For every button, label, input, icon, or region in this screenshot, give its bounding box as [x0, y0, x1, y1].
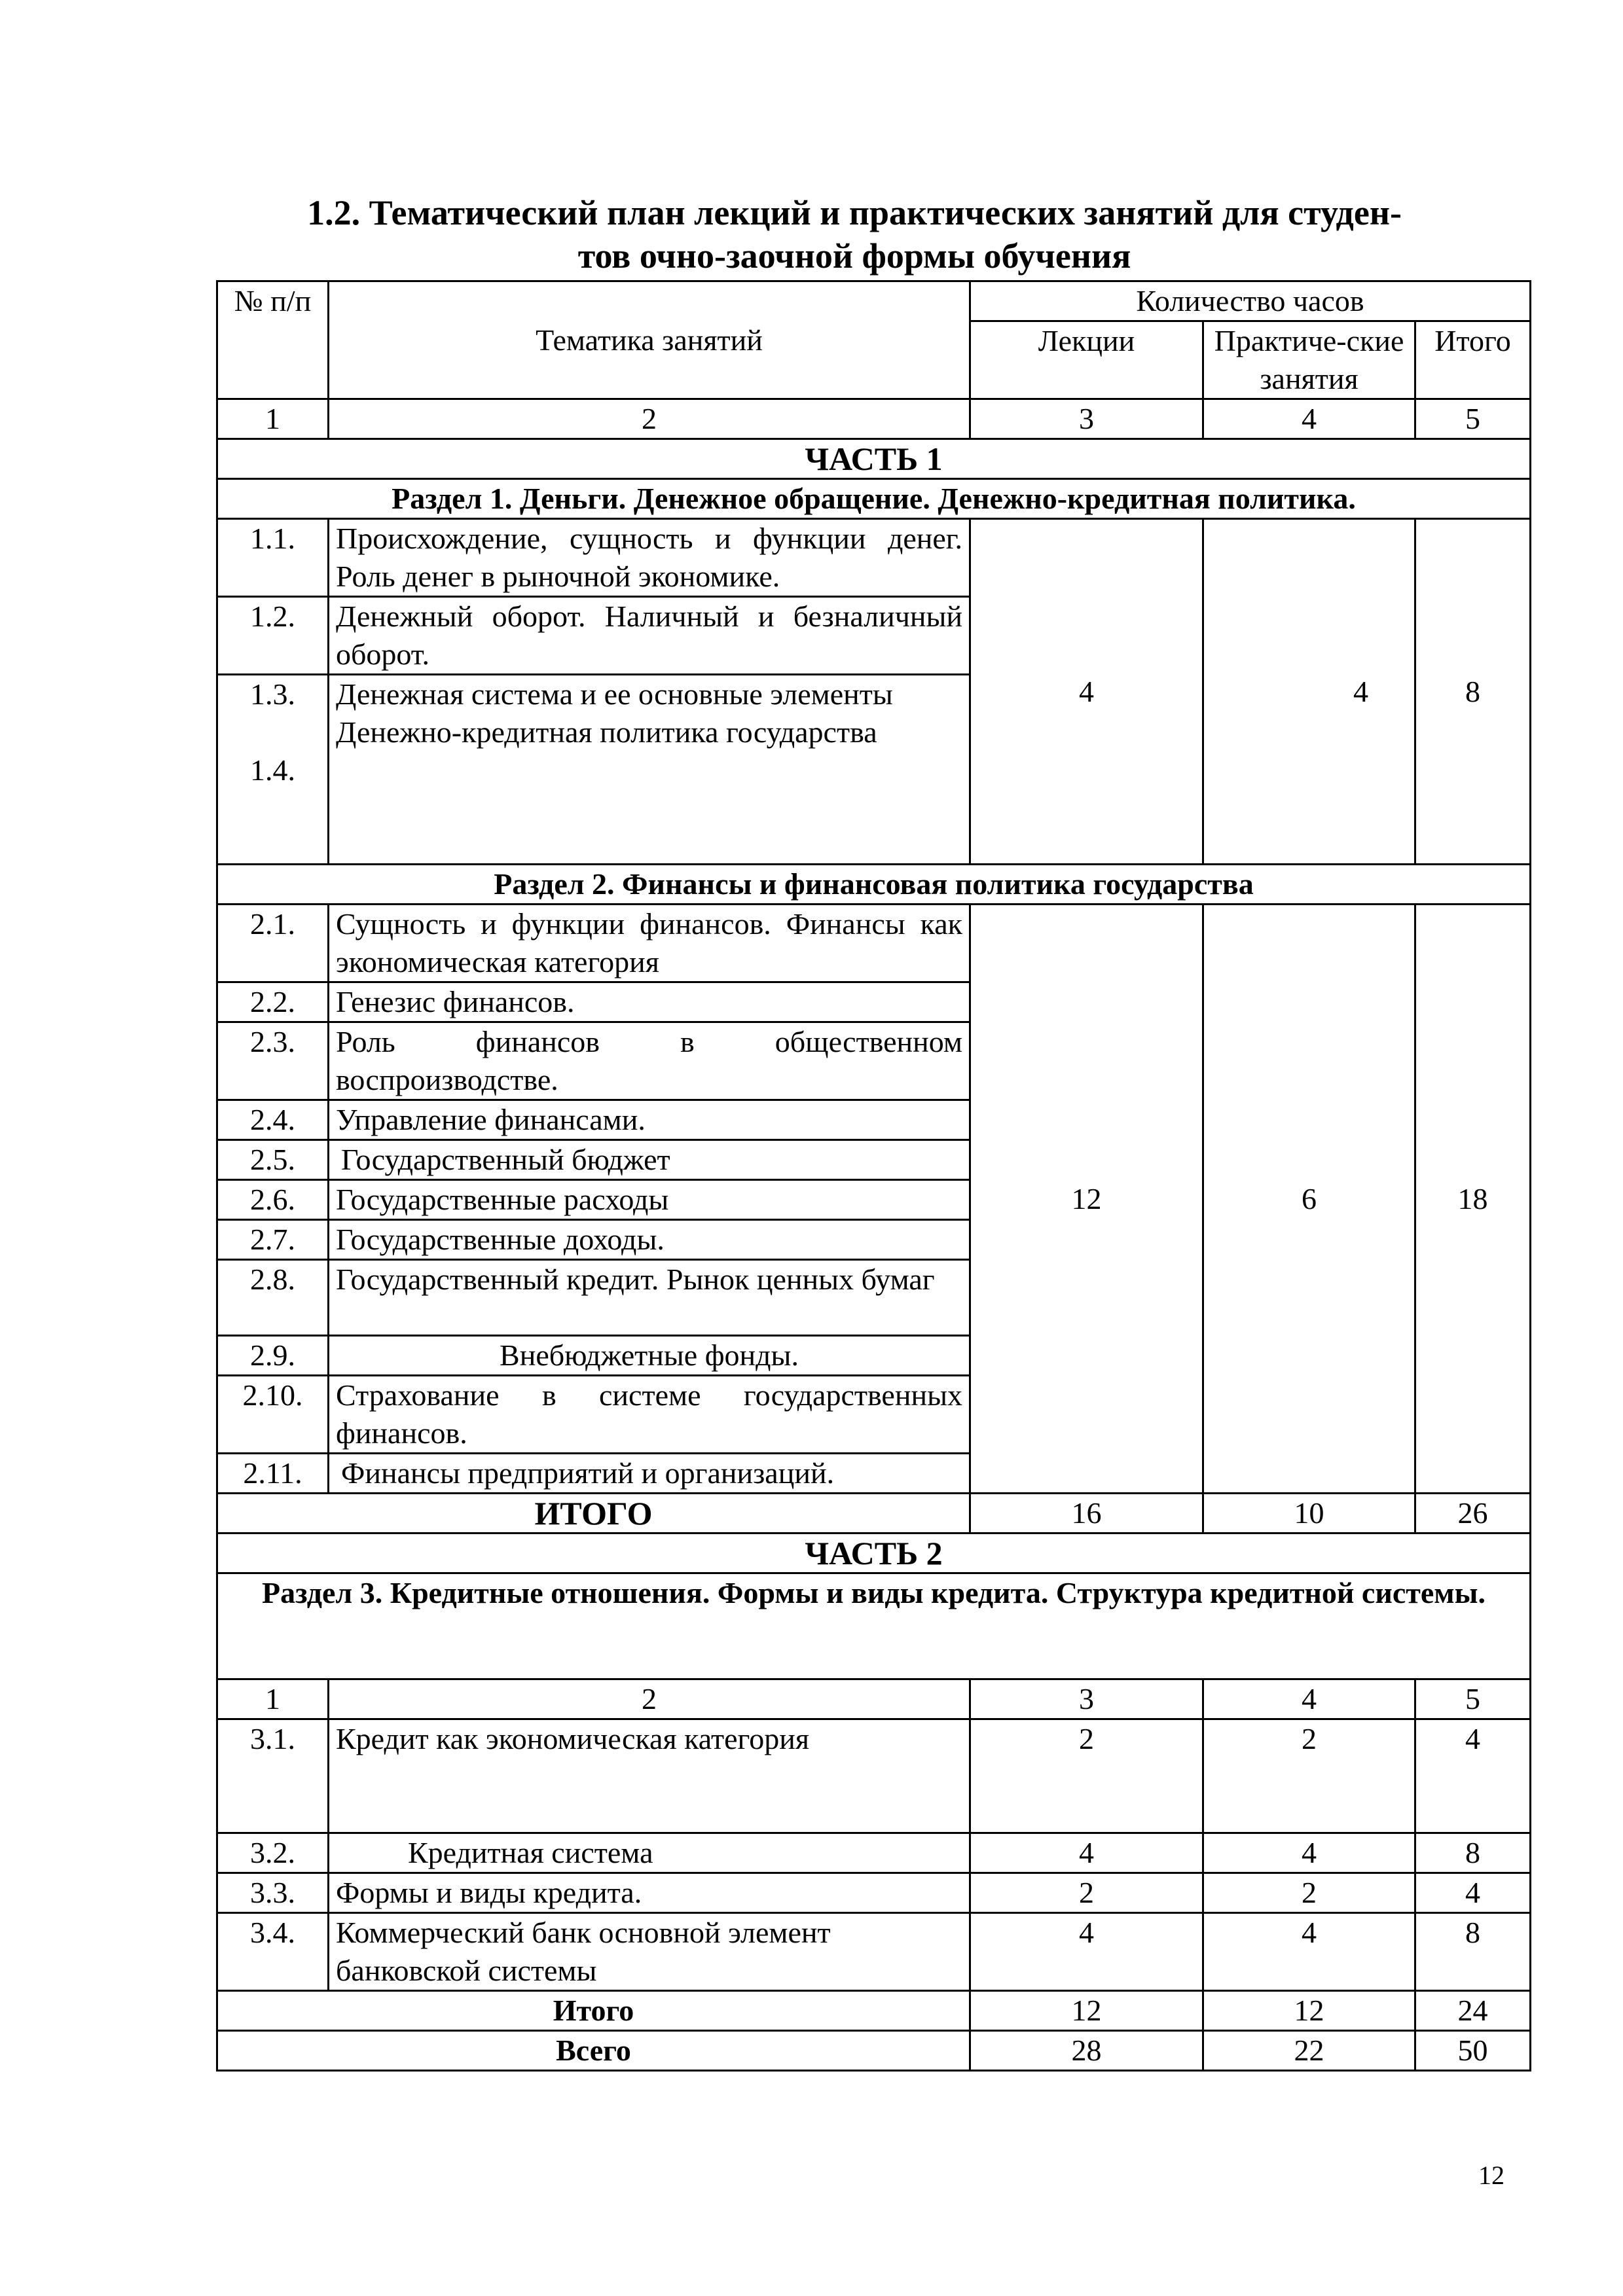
col-number: 4 — [1203, 1679, 1415, 1719]
col-number: 5 — [1415, 399, 1531, 439]
row-topic: Финансы предприятий и организаций. — [329, 1454, 970, 1494]
row-topic: Государственные доходы. — [329, 1220, 970, 1260]
row-num: 2.1. — [217, 905, 329, 982]
grand-total-label: Всего — [217, 2031, 970, 2071]
table-row — [217, 519, 1531, 597]
row-num: 2.5. — [217, 1140, 329, 1180]
row-num: 1.4. — [250, 753, 295, 787]
row-total: 8 — [1415, 1913, 1531, 1991]
row-practice: 4 — [1203, 1833, 1415, 1873]
row-topic: Кредит как экономическая категория — [329, 1719, 970, 1833]
row-num: 3.2. — [217, 1833, 329, 1873]
col-number: 4 — [1203, 399, 1415, 439]
row-num: 2.2. — [217, 982, 329, 1022]
row-num: 3.4. — [217, 1913, 329, 1991]
row-num: 2.7. — [217, 1220, 329, 1260]
row-topic: Страхование в системе государственных финансов. — [329, 1376, 970, 1454]
section-2-row — [217, 865, 1531, 905]
row-practice: 2 — [1203, 1719, 1415, 1833]
row-num: 2.4. — [217, 1100, 329, 1140]
row-practice: 4 — [1203, 1913, 1415, 1991]
row-topic: Денежно-кредитная политика государства — [336, 715, 877, 749]
col-number: 2 — [329, 1679, 970, 1719]
row-num: 2.10. — [217, 1376, 329, 1454]
row-total: 4 — [1415, 1719, 1531, 1833]
section-3-title: Раздел 3. Кредитные отношения. Формы и виды кредита. Структура кредитной системы. — [217, 1573, 1531, 1679]
page-number: 12 — [1478, 2161, 1504, 2190]
row-num: 2.11. — [217, 1454, 329, 1494]
header-total: Итого — [1415, 321, 1531, 399]
row-num: 1.3. — [250, 677, 295, 711]
col-number: 5 — [1415, 1679, 1531, 1719]
table-row — [217, 1833, 1531, 1873]
row-topic: Денежный оборот. Наличный и безналичный оборот. — [329, 597, 970, 675]
part-1-total-row — [217, 1494, 1531, 1534]
column-numbers-row — [217, 1679, 1531, 1719]
part-2-total-row — [217, 1991, 1531, 2031]
grand-total-total: 50 — [1415, 2031, 1531, 2071]
title-line-1: 1.2. Тематический план лекций и практических занятий для студен- — [307, 193, 1402, 232]
row-practice: 2 — [1203, 1873, 1415, 1913]
part-2-total-lectures: 12 — [970, 1991, 1203, 2031]
part-1-total-total: 26 — [1415, 1494, 1531, 1534]
col-number: 1 — [217, 399, 329, 439]
col-number: 2 — [329, 399, 970, 439]
row-topic: Генезис финансов. — [329, 982, 970, 1022]
section-1-row — [217, 479, 1531, 519]
row-lectures: 4 — [970, 1913, 1203, 1991]
column-numbers-row — [217, 399, 1531, 439]
col-number: 3 — [970, 1679, 1203, 1719]
row-num-group — [217, 675, 329, 865]
grand-total-lectures: 28 — [970, 2031, 1203, 2071]
row-num: 3.3. — [217, 1873, 329, 1913]
grand-total-practice: 22 — [1203, 2031, 1415, 2071]
section-2-total: 18 — [1415, 905, 1531, 1494]
row-total: 4 — [1415, 1873, 1531, 1913]
table-row — [217, 1719, 1531, 1833]
part-2-total-practice: 12 — [1203, 1991, 1415, 2031]
section-1-lectures: 4 — [970, 519, 1203, 865]
part-2-total-label: Итого — [217, 1991, 970, 2031]
header-topic: Тематика занятий — [329, 281, 970, 399]
grand-total-row — [217, 2031, 1531, 2071]
part-1-title: ЧАСТЬ 1 — [217, 439, 1531, 479]
part-2-total-total: 24 — [1415, 1991, 1531, 2031]
row-num: 2.8. — [217, 1260, 329, 1336]
row-topic: Формы и виды кредита. — [329, 1873, 970, 1913]
table-row — [217, 1873, 1531, 1913]
section-1-practice: 4 — [1203, 519, 1415, 865]
title-line-2: тов очно-заочной формы обучения — [577, 236, 1131, 276]
header-hours: Количество часов — [970, 281, 1531, 321]
row-num: 1.2. — [217, 597, 329, 675]
row-topic: Сущность и функции финансов. Финансы как экономическая категория — [329, 905, 970, 982]
header-lectures: Лекции — [970, 321, 1203, 399]
row-lectures: 2 — [970, 1719, 1203, 1833]
row-topic: Кредитная система — [329, 1833, 970, 1873]
part-2-title: ЧАСТЬ 2 — [217, 1534, 1531, 1573]
row-topic: Государственный кредит. Рынок ценных бумаг — [329, 1260, 970, 1336]
row-num: 1.1. — [217, 519, 329, 597]
row-num: 3.1. — [217, 1719, 329, 1833]
part-2-row — [217, 1534, 1531, 1573]
row-lectures: 4 — [970, 1833, 1203, 1873]
table-row — [217, 1913, 1531, 1991]
row-topic: Внебюджетные фонды. — [329, 1336, 970, 1376]
header-num: № п/п — [217, 281, 329, 399]
section-3-row — [217, 1573, 1531, 1679]
section-2-title: Раздел 2. Финансы и финансовая политика государства — [217, 865, 1531, 905]
header-practice: Практиче-ские занятия — [1203, 321, 1415, 399]
document-title — [216, 191, 1493, 278]
row-num: 2.6. — [217, 1180, 329, 1220]
row-total: 8 — [1415, 1833, 1531, 1873]
row-num: 2.9. — [217, 1336, 329, 1376]
section-1-title: Раздел 1. Деньги. Денежное обращение. Денежно-кредитная политика. — [217, 479, 1531, 519]
thematic-plan-table — [216, 280, 1531, 2072]
row-topic: Роль финансов в общественном воспроизводстве. — [329, 1022, 970, 1100]
part-1-row — [217, 439, 1531, 479]
row-topic: Государственные расходы — [329, 1180, 970, 1220]
col-number: 3 — [970, 399, 1203, 439]
row-topic: Государственный бюджет — [329, 1140, 970, 1180]
section-2-lectures: 12 — [970, 905, 1203, 1494]
header-row-1 — [217, 281, 1531, 321]
part-1-total-practice: 10 — [1203, 1494, 1415, 1534]
row-topic: Коммерческий банк основной элемент банковской системы — [329, 1913, 970, 1991]
row-topic: Управление финансами. — [329, 1100, 970, 1140]
table-row — [217, 905, 1531, 982]
row-topic: Денежная система и ее основные элементы — [336, 677, 893, 711]
section-2-practice: 6 — [1203, 905, 1415, 1494]
part-1-total-lectures: 16 — [970, 1494, 1203, 1534]
row-lectures: 2 — [970, 1873, 1203, 1913]
row-num: 2.3. — [217, 1022, 329, 1100]
row-topic: Происхождение, сущность и функции денег. Роль денег в рыночной экономике. — [329, 519, 970, 597]
section-1-total: 8 — [1415, 519, 1531, 865]
row-topic-group — [329, 675, 970, 865]
part-1-total-label: ИТОГО — [217, 1494, 970, 1534]
col-number: 1 — [217, 1679, 329, 1719]
